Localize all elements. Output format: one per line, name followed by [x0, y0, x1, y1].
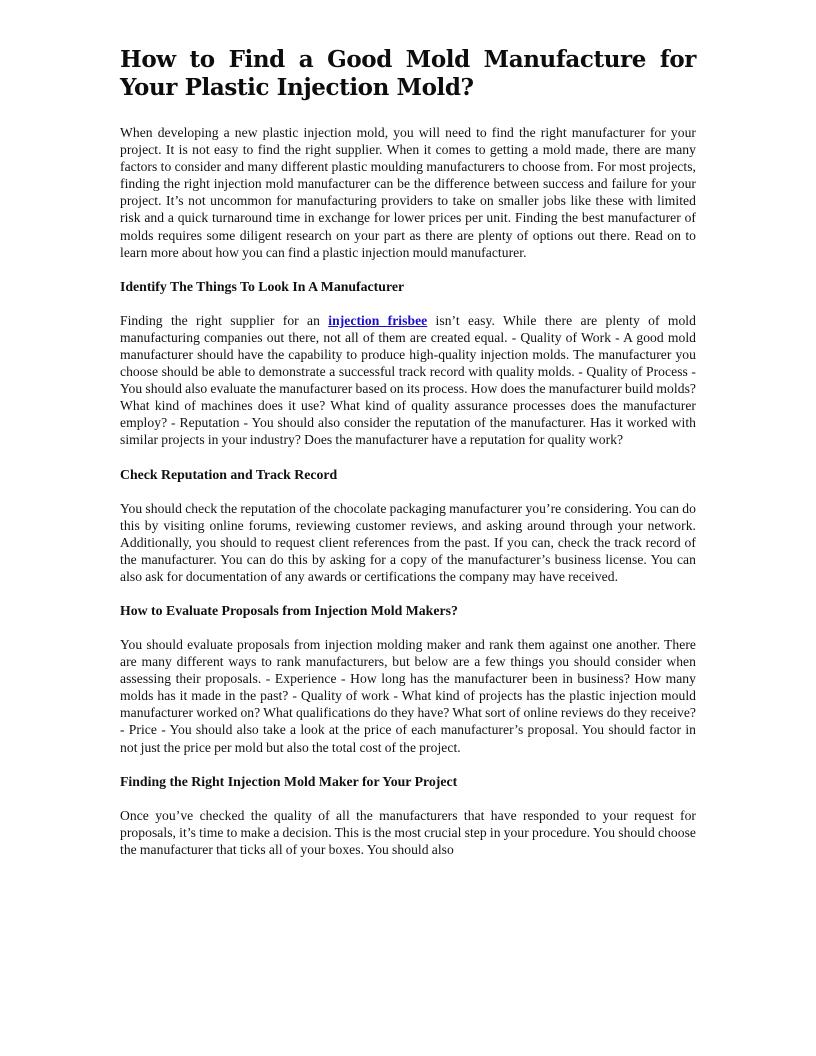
document-title: How to Find a Good Mold Manufacture for Your Plastic Injection Mold? [120, 46, 696, 101]
section-heading-check-reputation: Check Reputation and Track Record [120, 466, 338, 482]
paragraph-text: Finding the right supplier for an [120, 312, 329, 328]
document-page [120, 46, 696, 875]
section-paragraph-evaluate-proposals: You should evaluate proposals from injection molding maker and rank them against one another. There are many different ways to rank manufacturers, but below are a few things you should consider when assessing their proposals. - Experience - How long has the manufacturer been in business? How many molds has it made in the past? - Quality of work - What kind of projects has the plastic injection mould manufacturer worked on? What qualifications do they have? What sort of online reviews do they receive? - Price - You should also take a look at the price of each manufacturer’s proposal. You should factor in not just the price per mold but also the total cost of the project. [120, 636, 696, 755]
paragraph-text: isn’t easy. While there are plenty of mold manufacturing companies out there, not all of them are created equal. - Quality of Work - A good mold manufacturer should have the capability to produce high-quality injection molds. The manufacturer you choose should be able to demonstrate a successful track record with quality molds. - Quality of Process - You should also evaluate the manufacturer based on its process. How does the manufacturer build molds? What kind of machines does it use? What kind of quality assurance processes does the manufacturer employ? - Reputation - You should also consider the reputation of the manufacturer. Has it worked with similar projects in your industry? Does the manufacturer have a reputation for quality work? [120, 312, 696, 448]
intro-paragraph: When developing a new plastic injection mold, you will need to find the right manufacturer for your project. It is not easy to find the right supplier. When it comes to getting a mold made, there are many factors to consider and many different plastic moulding manufacturers to choose from. For most projects, finding the right injection mold manufacturer can be the difference between success and failure for your project. It’s not uncommon for manufacturing providers to take on smaller jobs like these with limited risk and a quick turnaround time in exchange for lower prices per unit. Finding the best manufacturer of molds requires some diligent research on your part as there are plenty of options out there. Read on to learn more about how you can find a plastic injection mould manufacturer. [120, 125, 696, 260]
section-heading-evaluate-proposals: How to Evaluate Proposals from Injection Mold Makers? [120, 602, 458, 618]
section-paragraph-check-reputation: You should check the reputation of the chocolate packaging manufacturer you’re considering. You can do this by visiting online forums, reviewing customer reviews, and asking around through your network. Additionally, you should to request client references from the past. If you can, check the track record of the manufacturer. You can do this by asking for a copy of the manufacturer’s business license. You can also ask for documentation of any awards or certifications the company may have received. [120, 500, 696, 584]
injection-frisbee-link[interactable]: injection frisbee [328, 312, 428, 328]
section-paragraph-identify-things [120, 312, 696, 449]
section-heading-finding-right-maker: Finding the Right Injection Mold Maker for Your Project [120, 773, 458, 789]
section-paragraph-finding-right-maker: Once you’ve checked the quality of all the manufacturers that have responded to your request for proposals, it’s time to make a decision. This is the most crucial step in your procedure. You should choose the manufacturer that ticks all of your boxes. You should also [120, 807, 696, 857]
section-heading-identify-things: Identify The Things To Look In A Manufacturer [120, 278, 405, 294]
